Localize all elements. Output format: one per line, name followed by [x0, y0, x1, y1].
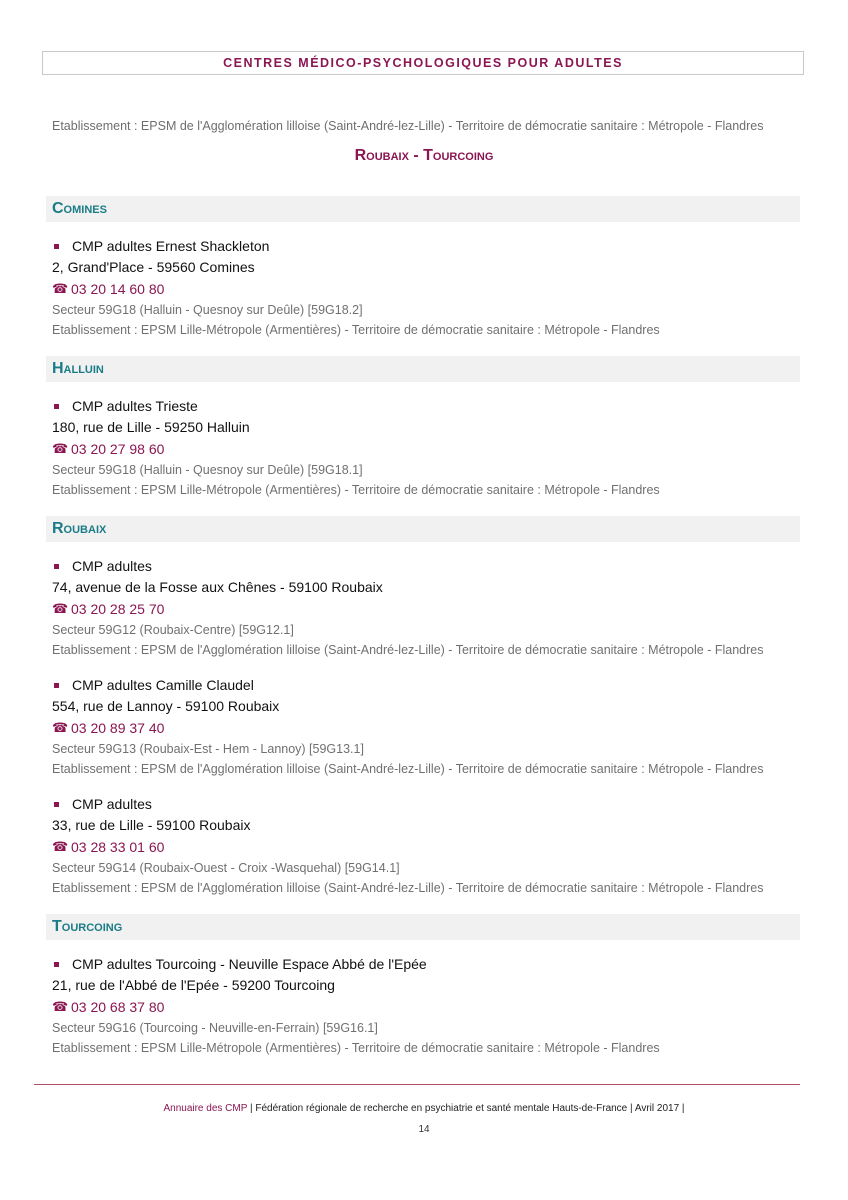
phone-icon: ☎	[52, 999, 69, 1014]
cmp-entry	[46, 555, 800, 660]
cmp-entry	[46, 793, 800, 898]
entry-phone-row	[52, 717, 800, 739]
section-title: Comines	[52, 200, 107, 217]
entry-establishment: Etablissement : EPSM de l'Agglomération lilloise (Saint-André-lez-Lille) - Territoire de démocratie sanitaire : Métropole - Flandres	[52, 881, 764, 895]
entry-address: 21, rue de l'Abbé de l'Epée - 59200 Tourcoing	[52, 977, 335, 993]
section-header	[46, 196, 800, 222]
entry-establishment: Etablissement : EPSM Lille-Métropole (Armentières) - Territoire de démocratie sanitaire : Métropole - Flandres	[52, 1041, 660, 1055]
entry-establishment: Etablissement : EPSM Lille-Métropole (Armentières) - Territoire de démocratie sanitaire : Métropole - Flandres	[52, 323, 660, 337]
cmp-entry	[46, 674, 800, 779]
entry-phone-row	[52, 438, 800, 460]
square-bullet-icon	[54, 683, 59, 688]
footer	[0, 1103, 848, 1114]
entry-name-row	[52, 793, 800, 815]
entry-name-row	[52, 395, 800, 417]
cmp-entry	[46, 395, 800, 500]
entry-address: 2, Grand'Place - 59560 Comines	[52, 259, 255, 275]
entry-address: 554, rue de Lannoy - 59100 Roubaix	[52, 698, 280, 714]
entry-establishment: Etablissement : EPSM de l'Agglomération lilloise (Saint-André-lez-Lille) - Territoire de démocratie sanitaire : Métropole - Flandres	[52, 762, 764, 776]
section-0	[46, 196, 800, 340]
cmp-entry	[46, 235, 800, 340]
entry-phone: 03 28 33 01 60	[71, 839, 165, 855]
section-1	[46, 356, 800, 500]
page-header	[42, 51, 804, 75]
section-title: Tourcoing	[52, 918, 123, 935]
entry-sector: Secteur 59G16 (Tourcoing - Neuville-en-Ferrain) [59G16.1]	[52, 1021, 378, 1035]
entry-phone-row	[52, 836, 800, 858]
entry-address: 180, rue de Lille - 59250 Halluin	[52, 419, 250, 435]
phone-icon: ☎	[52, 441, 69, 456]
footer-details: | Fédération régionale de recherche en psychiatrie et santé mentale Hauts-de-France | Avril 2017 |	[247, 1103, 685, 1114]
directory-content	[46, 196, 800, 1072]
entry-phone: 03 20 89 37 40	[71, 720, 165, 736]
entry-phone-row	[52, 278, 800, 300]
entry-phone: 03 20 14 60 80	[71, 281, 165, 297]
top-establishment: Etablissement : EPSM de l'Agglomération lilloise (Saint-André-lez-Lille) - Territoire de démocratie sanitaire : Métropole - Flandres	[52, 119, 764, 133]
section-title: Halluin	[52, 360, 104, 377]
entry-name-row	[52, 674, 800, 696]
section-header	[46, 516, 800, 542]
section-title: Roubaix	[52, 520, 107, 537]
entry-sector: Secteur 59G13 (Roubaix-Est - Hem - Lannoy) [59G13.1]	[52, 742, 364, 756]
phone-icon: ☎	[52, 601, 69, 616]
entry-address: 33, rue de Lille - 59100 Roubaix	[52, 817, 251, 833]
section-header	[46, 356, 800, 382]
entry-name: CMP adultes	[72, 796, 152, 812]
phone-icon: ☎	[52, 720, 69, 735]
entry-sector: Secteur 59G18 (Halluin - Quesnoy sur Deûle) [59G18.1]	[52, 463, 363, 477]
city-title: Roubaix - Tourcoing	[354, 147, 494, 164]
entry-establishment: Etablissement : EPSM Lille-Métropole (Armentières) - Territoire de démocratie sanitaire : Métropole - Flandres	[52, 483, 660, 497]
square-bullet-icon	[54, 564, 59, 569]
entry-name: CMP adultes	[72, 558, 152, 574]
entry-establishment: Etablissement : EPSM de l'Agglomération lilloise (Saint-André-lez-Lille) - Territoire de démocratie sanitaire : Métropole - Flandres	[52, 643, 764, 657]
section-header	[46, 914, 800, 940]
entry-sector: Secteur 59G14 (Roubaix-Ouest - Croix -Wasquehal) [59G14.1]	[52, 861, 400, 875]
square-bullet-icon	[54, 802, 59, 807]
phone-icon: ☎	[52, 839, 69, 854]
entry-name: CMP adultes Trieste	[72, 398, 198, 414]
footer-divider	[34, 1084, 800, 1085]
page-number: 14	[418, 1124, 430, 1135]
header-title: CENTRES MÉDICO-PSYCHOLOGIQUES POUR ADULTES	[223, 56, 623, 70]
entry-name-row	[52, 235, 800, 257]
entry-name: CMP adultes Tourcoing - Neuville Espace Abbé de l'Epée	[72, 956, 427, 972]
entry-phone-row	[52, 996, 800, 1018]
entry-name: CMP adultes Ernest Shackleton	[72, 238, 270, 254]
cmp-entry	[46, 953, 800, 1058]
square-bullet-icon	[54, 244, 59, 249]
footer-annuaire: Annuaire des CMP	[163, 1103, 248, 1114]
entry-phone: 03 20 28 25 70	[71, 601, 165, 617]
entry-address: 74, avenue de la Fosse aux Chênes - 59100 Roubaix	[52, 579, 383, 595]
square-bullet-icon	[54, 404, 59, 409]
section-3	[46, 914, 800, 1058]
entry-sector: Secteur 59G18 (Halluin - Quesnoy sur Deûle) [59G18.2]	[52, 303, 363, 317]
entry-phone: 03 20 68 37 80	[71, 999, 165, 1015]
entry-name-row	[52, 953, 800, 975]
entry-phone-row	[52, 598, 800, 620]
entry-sector: Secteur 59G12 (Roubaix-Centre) [59G12.1]	[52, 623, 294, 637]
phone-icon: ☎	[52, 281, 69, 296]
entry-name-row	[52, 555, 800, 577]
entry-phone: 03 20 27 98 60	[71, 441, 165, 457]
entry-name: CMP adultes Camille Claudel	[72, 677, 254, 693]
square-bullet-icon	[54, 962, 59, 967]
section-2	[46, 516, 800, 898]
